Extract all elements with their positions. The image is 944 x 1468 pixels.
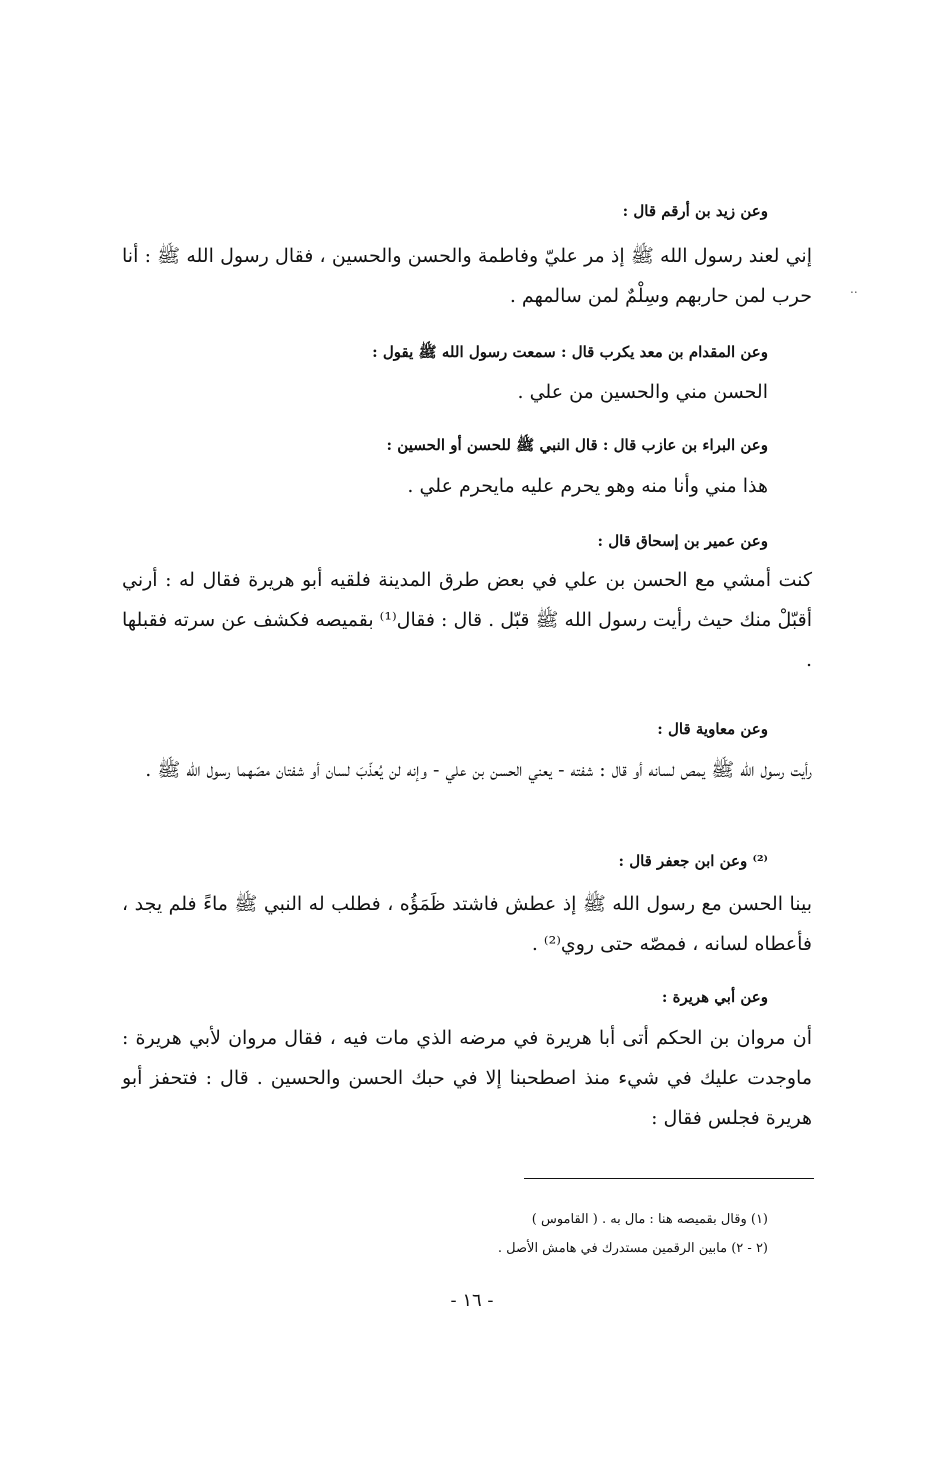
section-text-ibn-jafar: بينا الحسن مع رسول الله ﷺ إذ عطش فاشتد ظَمَؤُه ، فطلب له النبي ﷺ ماءً فلم يجد ، فأعطاه لسانه ، فمصّه حتى روي⁽²⁾ .: [122, 893, 812, 955]
section-text-baraa: هذا مني وأنا منه وهو يحرم عليه مايحرم علي .: [407, 475, 768, 497]
section-heading-ibn-jafar: ⁽²⁾ وعن ابن جعفر قال :: [618, 852, 768, 870]
section-heading-miqdam: وعن المقدام بن معد يكرب قال : سمعت رسول الله ﷺ يقول :: [372, 343, 768, 361]
footnote-divider: [524, 1178, 814, 1179]
section-heading-abu-huraira: وعن أبي هريرة :: [661, 988, 768, 1006]
section-heading-zaid: وعن زيد بن أرقم قال :: [622, 202, 768, 220]
section-heading-umair: وعن عمير بن إسحاق قال :: [597, 532, 768, 550]
section-text-umair: كنت أمشي مع الحسن بن علي في بعض طرق المدينة فلقيه أبو هريرة فقال له : أرني أقبّلْ منك حيث رأيت رسول الله ﷺ قبّل . قال : فقال⁽¹⁾ بقميصه فكشف عن سرته فقبلها .: [122, 569, 812, 671]
footnote-2: (٢ - ٢) مابين الرقمين مستدرك في هامش الأصل .: [497, 1241, 768, 1256]
section-text-miqdam: الحسن مني والحسين من علي .: [517, 381, 768, 403]
margin-mark: ..: [850, 282, 858, 296]
section-text-abu-huraira: أن مروان بن الحكم أتى أبا هريرة في مرضه الذي مات فيه ، فقال مروان لأبي هريرة : ماوجدت عليك في شيء منذ اصطحبنا إلا في حبك الحسن والحسين . قال : فتحفز أبو هريرة فجلس فقال :: [122, 1027, 812, 1129]
section-text-zaid: إني لعند رسول الله ﷺ إذ مر عليّ وفاطمة والحسن والحسين ، فقال رسول الله ﷺ : أنا حرب لمن حاربهم وسِلْمٌ لمن سالمهم .: [122, 245, 812, 307]
page-number: - ١٦ -: [450, 1290, 494, 1311]
section-heading-baraa: وعن البراء بن عازب قال : قال النبي ﷺ للحسن أو الحسين :: [386, 436, 768, 454]
section-heading-muawiya: وعن معاوية قال :: [657, 720, 768, 738]
footnote-1: (١) وقال بقميصه هنا : مال به . ( القاموس ): [531, 1212, 768, 1227]
section-text-muawiya: رأيت رسول الله ﷺ يمص لسانه أو قال : شفته - يعني الحسن بن علي - وإنه لن يُعذّبَ لسان أو شفتان مصّهما رسول الله ﷺ .: [145, 759, 812, 781]
